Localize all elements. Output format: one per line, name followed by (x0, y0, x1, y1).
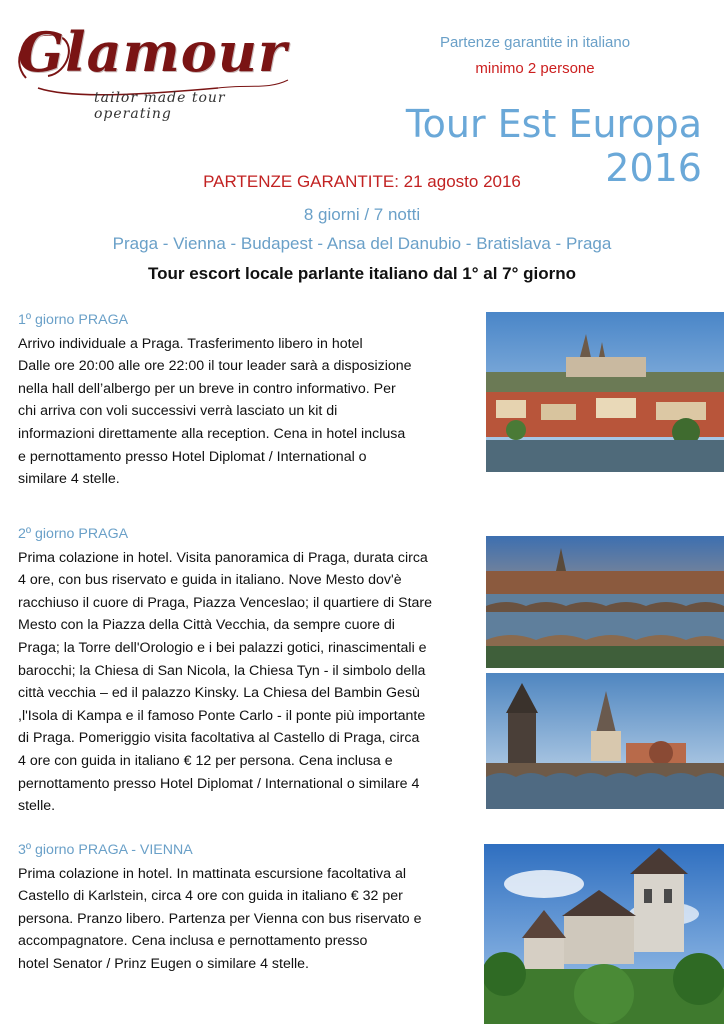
company-logo (8, 18, 308, 123)
minimum-people-note: minimo 2 persone (475, 60, 595, 77)
tour-route: Praga - Vienna - Budapest - Ansa del Danubio - Bratislava - Praga (112, 234, 612, 253)
guaranteed-language-note: Partenze garantite in italiano (439, 34, 631, 51)
prague-bridges-photo (486, 536, 724, 668)
escort-info: Tour escort locale parlante italiano dal 1° al 7° giorno (148, 264, 576, 283)
day-title: 2º giorno PRAGA (18, 526, 129, 542)
logo-brand: Glamour (18, 20, 288, 84)
day-description: Prima colazione in hotel. Visita panoramica di Praga, durata circa 4 ore, con bus riservato e guida in italiano. Nove Mesto dov'è racchiuso il cuore di Praga, Piazza Venceslao; il quartiere di Stare Mesto con la Piazza della Città Vecchia, da sempre cuore di Praga; la Torre dell'Orologio e i bei palazzi gotici, rinascimentali e barocchi; la Chiesa di San Nicola, la Chiesa Tyn - il simbolo della città vecchia – ed il palazzo Kinsky. La Chiesa del Bambin Gesù ,l'Isola di Kampa e il famoso Ponte Carlo - il ponte più importante di Praga. Pomeriggio visita facoltativa al Castello di Praga, circa 4 ore con guida in italiano € 12 per persona. Cena inclusa e pernottamento presso Hotel Diplomat / International o similare 4 stelle. (18, 549, 433, 815)
day-description: Arrivo individuale a Praga. Trasferimento libero in hotel Dalle ore 20:00 alle ore 22:00 il tour leader sarà a disposizione nella hall dell’albergo per un breve in contro informativo. Per chi arriva con voli successivi verrà lasciato un kit di informazioni direttamente alla reception. Cena in hotel inclusa e pernottamento presso Hotel Diplomat / International o similare 4 stelle. (18, 335, 412, 488)
day-section (18, 309, 474, 491)
day-section (18, 839, 474, 976)
karlstein-castle-photo (484, 844, 724, 1024)
tour-duration: 8 giorni / 7 notti (303, 205, 421, 224)
day-section (18, 523, 474, 818)
day-title: 1º giorno PRAGA (18, 312, 129, 328)
prague-castle-photo (486, 312, 724, 472)
day-title: 3º giorno PRAGA - VIENNA (18, 842, 193, 858)
page-title: Tour Est Europa 2016 (405, 102, 702, 190)
charles-bridge-photo (486, 673, 724, 809)
logo-tagline: tailor made tour operating (94, 90, 226, 122)
day-description: Prima colazione in hotel. In mattinata escursione facoltativa al Castello di Karlstein, circa 4 ore con guida in italiano € 32 per persona. Pranzo libero. Partenza per Vienna con bus riservato e accompagnatore. Cena inclusa e pernottamento presso hotel Senator / Prinz Eugen o similare 4 stelle. (18, 865, 422, 972)
departure-dates: PARTENZE GARANTITE: 21 agosto 2016 (203, 172, 521, 191)
